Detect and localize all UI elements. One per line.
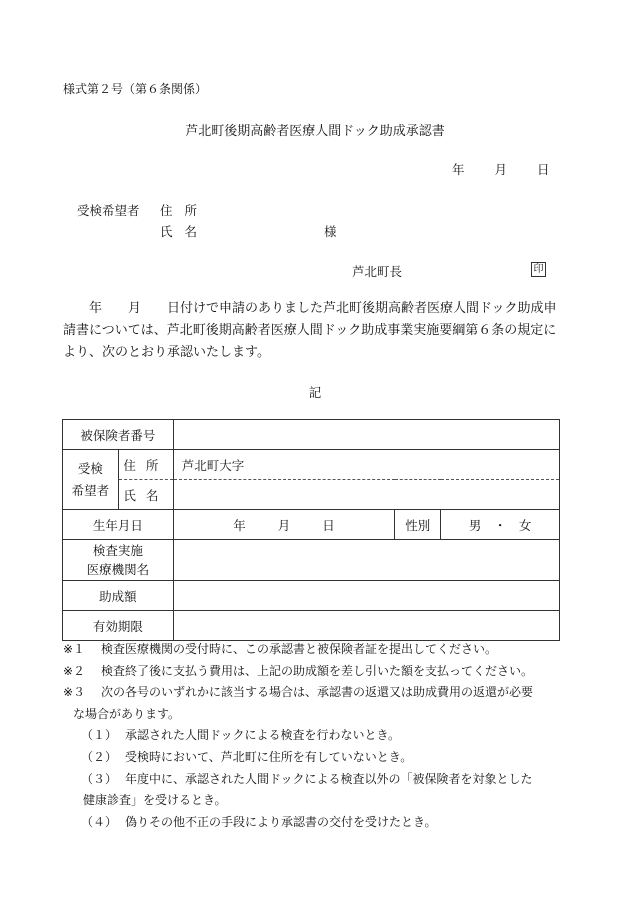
amount-label: 助成額 xyxy=(63,581,174,611)
sub-note-item xyxy=(63,812,568,834)
sub-note-item xyxy=(63,725,568,747)
address-value: 芦北町大字 xyxy=(173,450,559,480)
validity-value xyxy=(173,611,559,641)
note-text: 検査医療機関の受付時に、この承認書と被保険者証を提出してください。 xyxy=(101,642,498,656)
note-item xyxy=(63,682,568,725)
sub-note-item xyxy=(63,769,568,812)
address-label: 住所 xyxy=(118,450,173,480)
applicant-label-cell xyxy=(63,450,119,510)
institution-label xyxy=(63,540,174,581)
note-item xyxy=(63,661,568,683)
table-row xyxy=(63,480,560,510)
sub-note-text-continued: 健康診査」を受けるとき。 xyxy=(83,793,227,808)
approval-table xyxy=(62,419,560,641)
note-mark: ※１ xyxy=(63,642,86,656)
applicant-label: 受検希望者 xyxy=(77,203,140,218)
document-title: 芦北町後期高齢者医療人間ドック助成承認書 xyxy=(185,124,445,139)
birth-date-value xyxy=(173,510,394,540)
name-value xyxy=(173,480,559,510)
approval-body-text: 年 月 日付けで申請のありました芦北町後期高齢者医療人間ドック助成申請書については、芦北町後期高齢者医療人間ドック助成事業実施要綱第６条の規定により、次のとおり承認いたします。 xyxy=(63,301,557,360)
sub-note-mark: （１） xyxy=(81,728,118,743)
sex-label: 性別 xyxy=(395,510,441,540)
name-label: 氏名 xyxy=(118,480,173,510)
table-row xyxy=(63,420,560,450)
birth-date-label: 生年月日 xyxy=(63,510,174,540)
amount-value xyxy=(173,581,559,611)
note-item xyxy=(63,639,568,661)
sub-note-item xyxy=(63,747,568,769)
validity-label: 有効期限 xyxy=(63,611,174,641)
date-day: 日 xyxy=(537,162,550,177)
table-row xyxy=(63,510,560,540)
sub-note-text: 承認された人間ドックによる検査を行わないとき。 xyxy=(125,728,401,743)
insured-number-label: 被保険者番号 xyxy=(63,420,174,450)
seal-mark: 印 xyxy=(531,262,546,277)
table-row xyxy=(63,540,560,581)
birth-month: 月 xyxy=(277,517,291,533)
ki-heading: 記 xyxy=(308,385,322,400)
sub-note-text: 偽りその他不正の手段により承認書の交付を受けたとき。 xyxy=(125,814,437,829)
table-row xyxy=(63,450,560,480)
issuer-name: 芦北町長 xyxy=(352,264,403,279)
birth-year: 年 xyxy=(233,517,246,533)
sub-note-mark: （４） xyxy=(81,814,118,829)
sub-note-text: 受検時において、芦北町に住所を有していないとき。 xyxy=(125,749,413,764)
sub-note-mark: （３） xyxy=(81,771,118,786)
note-text-continued: な場合があります。 xyxy=(73,706,181,721)
form-number: 様式第２号（第６条関係） xyxy=(63,82,208,96)
sex-options: 男 ・ 女 xyxy=(441,510,560,540)
note-text: 次の各号のいずれかに該当する場合は、承認書の返還又は助成費用の返還が必要 xyxy=(101,685,534,700)
issue-date xyxy=(452,160,550,178)
honorific: 様 xyxy=(324,224,337,239)
insured-number-value xyxy=(173,420,559,450)
note-text: 検査終了後に支払う費用は、上記の助成額を差し引いた額を支払ってください。 xyxy=(101,663,534,678)
applicant-address-label: 住所 xyxy=(160,203,210,218)
notes-section xyxy=(63,639,568,833)
note-mark: ※２ xyxy=(63,663,86,678)
date-month: 月 xyxy=(494,162,508,177)
date-year: 年 xyxy=(452,162,465,177)
applicant-name-label: 氏名 xyxy=(160,224,210,239)
applicant-label-line1: 受検 xyxy=(77,460,103,476)
sub-note-mark: （２） xyxy=(81,749,118,764)
applicant-label-line2: 希望者 xyxy=(71,482,110,498)
table-row xyxy=(63,611,560,641)
institution-label-line2: 医療機関名 xyxy=(86,562,150,577)
table-row xyxy=(63,581,560,611)
institution-label-line1: 検査実施 xyxy=(92,543,143,558)
institution-value xyxy=(173,540,559,581)
sub-note-text: 年度中に、承認された人間ドックによる検査以外の「被保険者を対象とした xyxy=(125,771,533,786)
birth-day: 日 xyxy=(322,517,335,533)
note-mark: ※３ xyxy=(63,685,86,700)
